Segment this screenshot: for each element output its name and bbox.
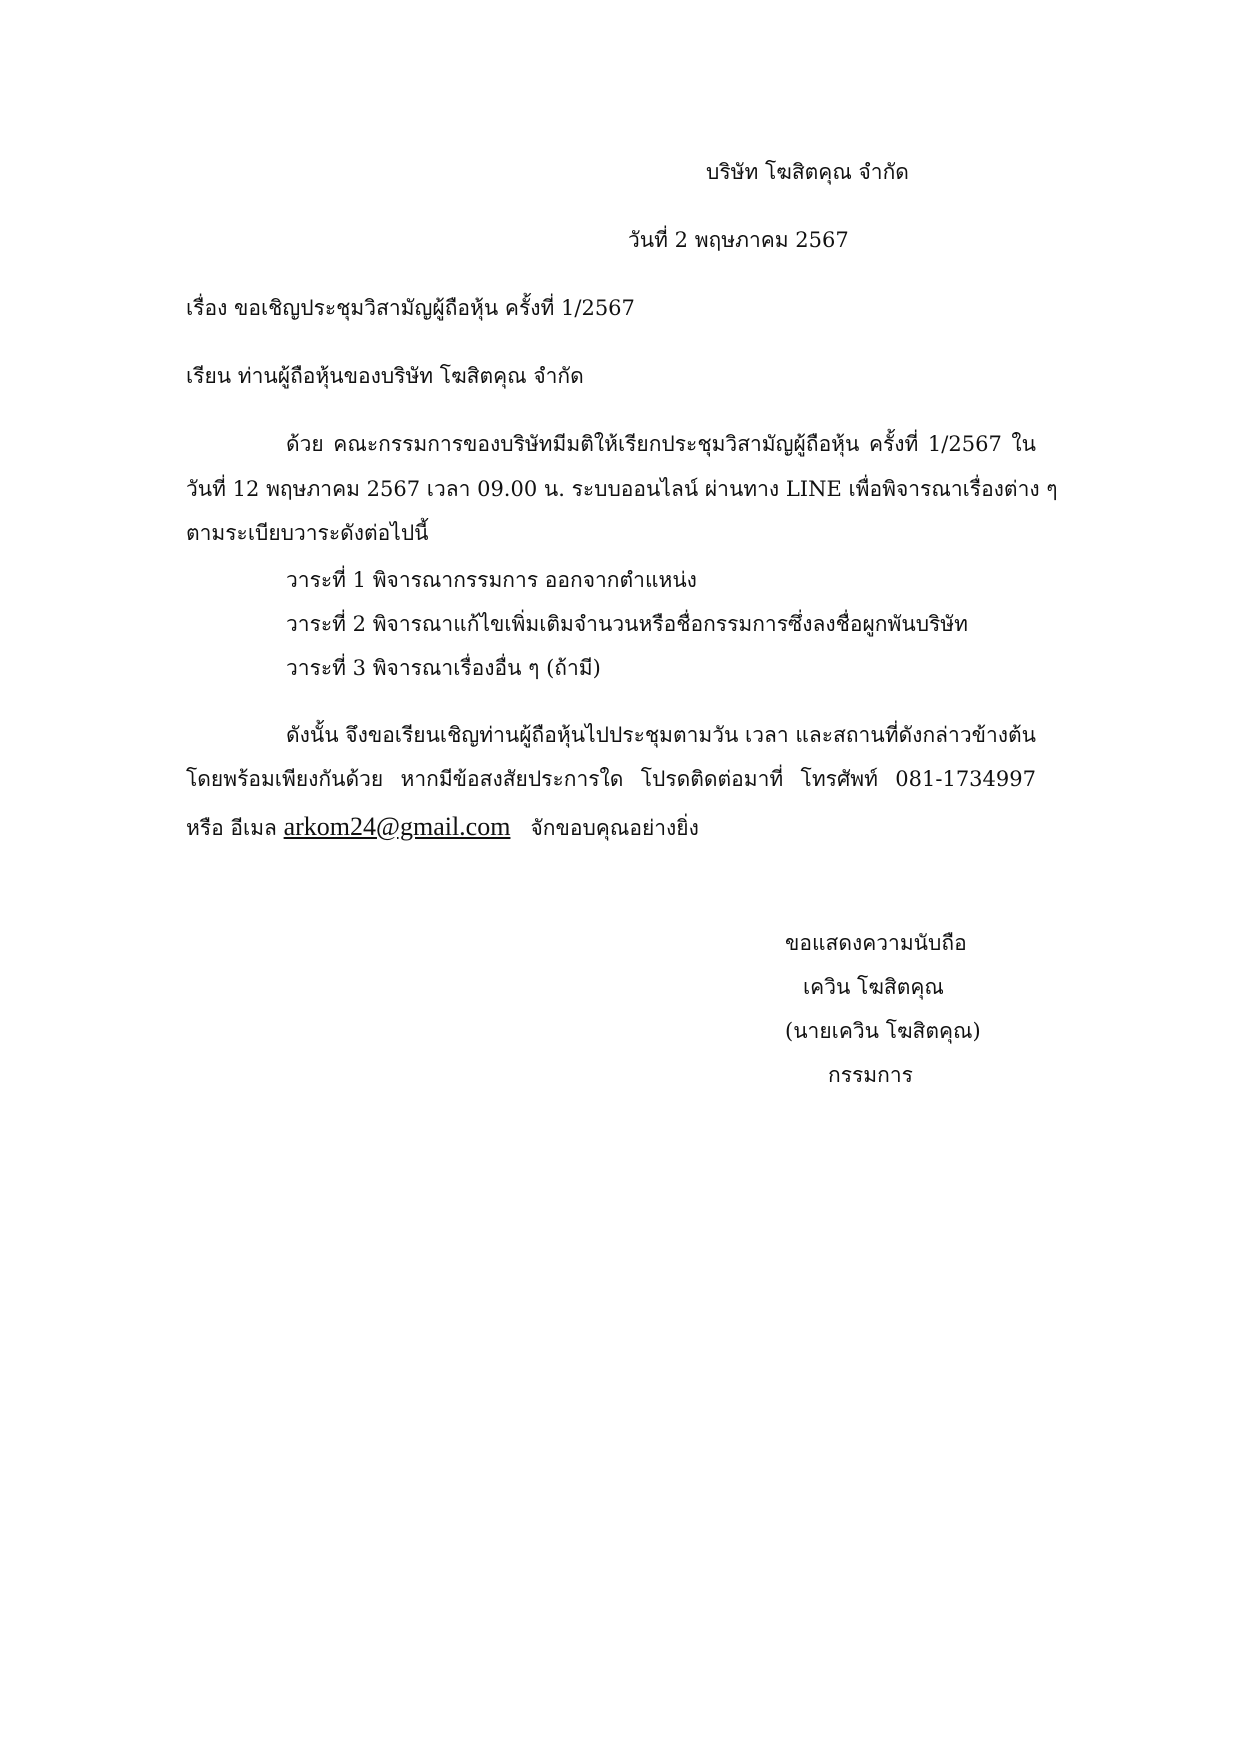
letter-recipient: เรียน ท่านผู้ถือหุ้นของบริษัท โฆสิตคุณ จำกัด [186,364,584,388]
body-paragraph-1-line-3: ตามระเบียบวาระดังต่อไปนี้ [186,521,429,545]
agenda-item-3: วาระที่ 3 พิจารณาเรื่องอื่น ๆ (ถ้ามี) [286,656,601,680]
signature-title: กรรมการ [828,1063,913,1087]
body-paragraph-2-line-3 [186,812,699,843]
body-paragraph-1-line-1: ด้วย คณะกรรมการของบริษัทมีมติให้เรียกประชุมวิสามัญผู้ถือหุ้น ครั้งที่ 1/2567 ใน [286,432,1036,456]
agenda-item-1: วาระที่ 1 พิจารณากรรมการ ออกจากตำแหน่ง [286,568,697,592]
agenda-item-2: วาระที่ 2 พิจารณาแก้ไขเพิ่มเติมจำนวนหรือชื่อกรรมการซึ่งลงชื่อผูกพันบริษัท [286,612,968,636]
email-link[interactable]: arkom24@gmail.com [283,812,511,841]
body-paragraph-1-line-2: วันที่ 12 พฤษภาคม 2567 เวลา 09.00 น. ระบบออนไลน์ ผ่านทาง LINE เพื่อพิจารณาเรื่องต่าง ๆ [186,477,1058,501]
company-name: บริษัท โฆสิตคุณ จำกัด [706,160,909,184]
signature-closing: ขอแสดงความนับถือ [785,931,967,955]
body-paragraph-2-line-2: โดยพร้อมเพียงกันด้วย หากมีข้อสงสัยประการใด โปรดติดต่อมาที่ โทรศัพท์ 081-1734997 [186,767,1036,791]
email-prefix: หรือ อีเมล [186,816,277,840]
email-suffix: จักขอบคุณอย่างยิ่ง [530,816,699,840]
signature-signed-name: เควิน โฆสิตคุณ [803,975,944,999]
letter-subject: เรื่อง ขอเชิญประชุมวิสามัญผู้ถือหุ้น ครั้งที่ 1/2567 [186,296,635,320]
letter-date: วันที่ 2 พฤษภาคม 2567 [628,228,849,252]
body-paragraph-2-line-1: ดังนั้น จึงขอเรียนเชิญท่านผู้ถือหุ้นไปประชุมตามวัน เวลา และสถานที่ดังกล่าวข้างต้น [286,723,1037,747]
signature-printed-name: (นายเควิน โฆสิตคุณ) [785,1019,981,1043]
